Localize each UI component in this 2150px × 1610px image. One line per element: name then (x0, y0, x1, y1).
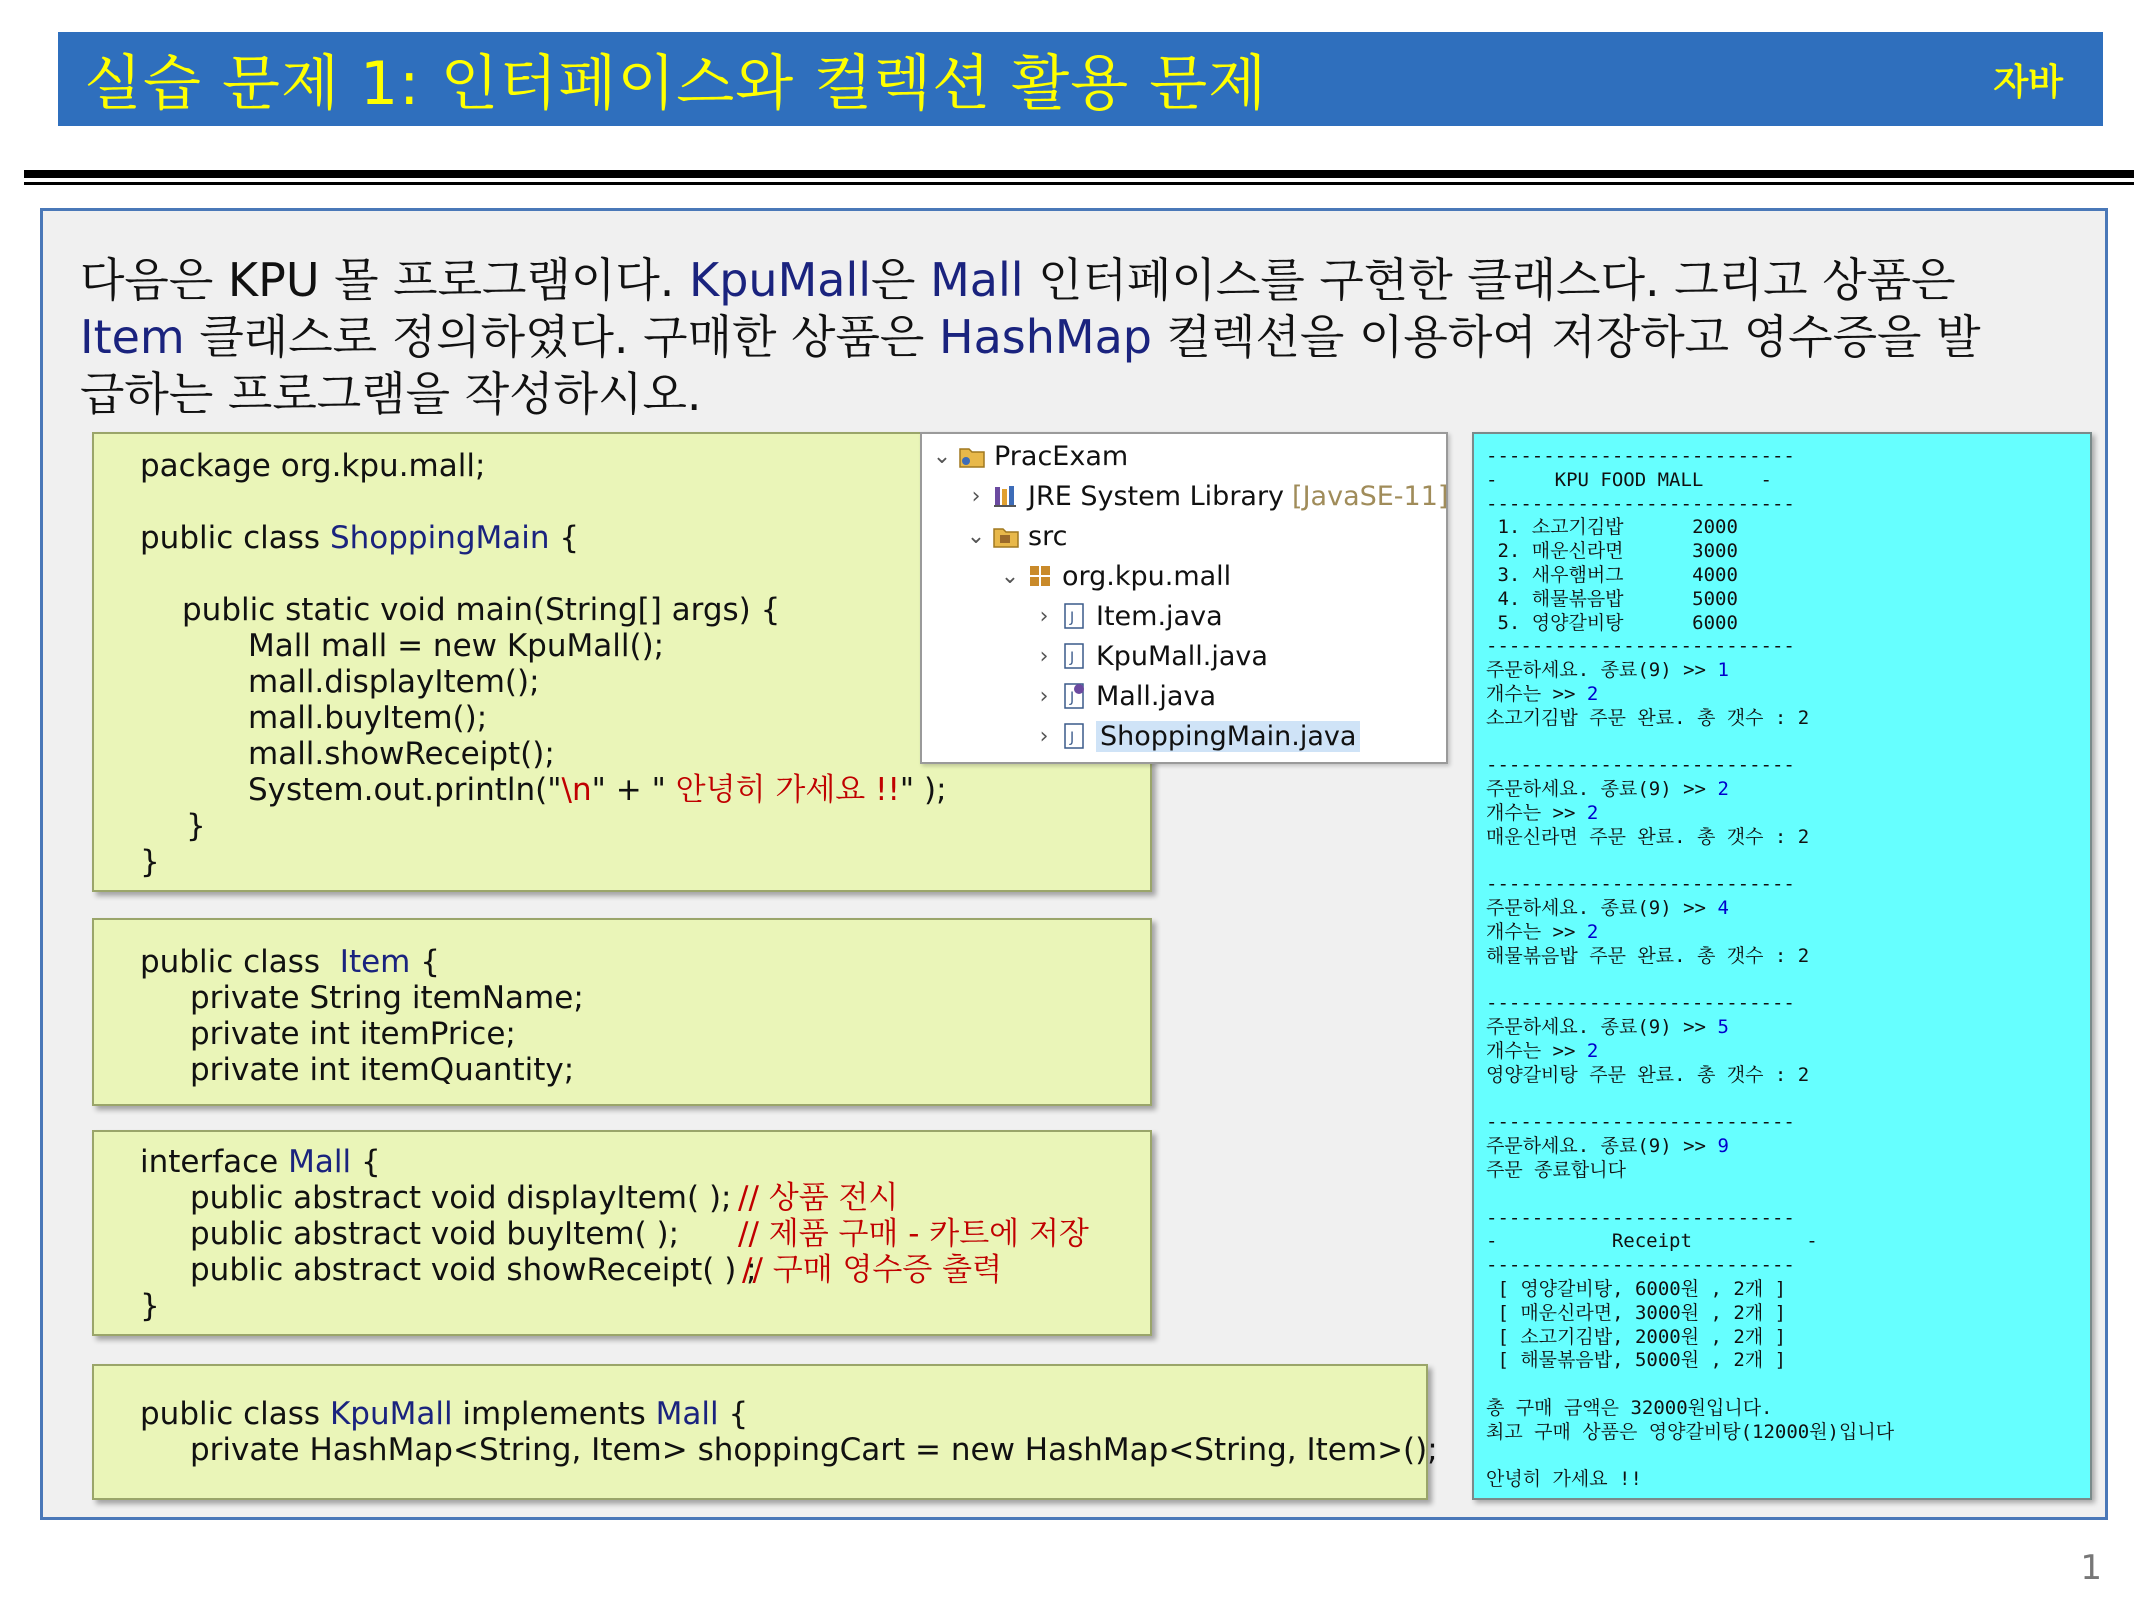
tree-label: JRE System Library (1028, 480, 1285, 512)
tree-label: ShoppingMain.java (1096, 721, 1360, 752)
chevron-down-icon[interactable]: ⌄ (932, 443, 952, 469)
interface-file-icon (1060, 682, 1088, 710)
code-token: { (718, 1396, 749, 1432)
console-text: --------------------------- (1486, 754, 1795, 777)
svg-text:J: J (1070, 730, 1075, 746)
svg-text:J: J (1070, 690, 1075, 706)
console-line (1486, 1110, 1795, 1134)
chevron-down-icon[interactable]: ⌄ (1000, 563, 1020, 589)
console-line (1486, 1039, 1598, 1063)
console-line (1486, 1229, 1818, 1253)
code-line (248, 772, 947, 808)
code-line (140, 1396, 748, 1432)
console-line (1486, 1277, 1786, 1301)
library-icon (992, 482, 1020, 510)
class-name: KpuMall (329, 1396, 453, 1432)
description-line: 급하는 프로그램을 작성하시오. (80, 367, 702, 421)
code-line: Mall mall = new KpuMall(); (248, 628, 665, 664)
console-text: 주문하세요. 종료(9) >> (1486, 1016, 1718, 1039)
console-line (1486, 1206, 1795, 1230)
svg-text:J: J (1070, 610, 1075, 626)
chevron-right-icon[interactable]: › (1039, 643, 1049, 669)
console-text: 주문하세요. 종료(9) >> (1486, 778, 1718, 801)
tree-label: org.kpu.mall (1062, 560, 1232, 592)
console-user-input: 2 (1586, 802, 1599, 824)
code-token: implements (452, 1396, 656, 1432)
code-line: private HashMap<String, Item> shoppingCart = new HashMap<String, Item>(); (190, 1432, 1438, 1468)
console-text: 주문하세요. 종료(9) >> (1486, 659, 1718, 682)
class-name: Mall (288, 1144, 352, 1180)
console-text: 매운신라면 주문 완료. 총 갯수 : 2 (1486, 825, 1810, 848)
console-text: [ 매운신라면, 3000원 , 2개 ] (1486, 1301, 1787, 1324)
console-line (1486, 682, 1598, 706)
console-text: --------------------------- (1486, 873, 1795, 896)
chevron-right-icon[interactable]: › (1039, 683, 1049, 709)
console-text: 소고기김밥 주문 완료. 총 갯수 : 2 (1486, 706, 1810, 729)
code-line (140, 520, 579, 556)
console-line (1486, 1325, 1786, 1349)
console-text: 3. 새우햄버그 4000 (1486, 564, 1738, 586)
code-token: public class (140, 1396, 330, 1432)
jre-version-label: [JavaSE-11] (1292, 480, 1449, 512)
console-text: 영양갈비탕 주문 완료. 총 갯수 : 2 (1486, 1063, 1810, 1086)
console-line (1486, 944, 1809, 968)
divider-thick (24, 170, 2134, 178)
code-token: public class (140, 944, 340, 980)
console-text: 2. 매운신라면 3000 (1486, 540, 1738, 563)
console-text: - Receipt - (1486, 1230, 1818, 1253)
console-line (1486, 587, 1738, 611)
console-line (1486, 1158, 1626, 1182)
console-text: --------------------------- (1486, 1111, 1795, 1134)
console-line (1486, 1467, 1642, 1491)
console-user-input: 9 (1717, 1135, 1729, 1158)
console-line (1486, 611, 1738, 635)
description-line (80, 252, 2100, 309)
interface-name: Mall (655, 1396, 719, 1432)
text-run: 컬렉션을 이용하여 저장하고 영수증을 발 (1151, 310, 1981, 364)
code-token: " + " (591, 772, 666, 808)
console-text: 개수는 >> (1486, 1040, 1587, 1062)
console-text: [ 해물볶음밥, 5000원 , 2개 ] (1486, 1349, 1787, 1372)
console-line (1486, 444, 1795, 468)
code-block-item-class (92, 918, 1152, 1106)
code-block-mall-interface (92, 1130, 1152, 1336)
console-line (1486, 539, 1738, 563)
svg-text:J: J (1070, 650, 1075, 666)
console-text: --------------------------- (1486, 1254, 1795, 1277)
code-comment: // 구매 영수증 출력 (742, 1252, 1003, 1288)
java-file-icon (1060, 602, 1088, 630)
console-line (1486, 991, 1795, 1015)
console-user-input: 1 (1717, 659, 1729, 682)
console-user-input: 2 (1586, 683, 1599, 705)
code-token: public class (140, 520, 330, 556)
console-text: --------------------------- (1486, 492, 1795, 515)
code-line: public abstract void buyItem( ); (190, 1216, 680, 1252)
console-user-input: 5 (1717, 1016, 1729, 1039)
code-line: mall.showReceipt(); (248, 736, 555, 772)
code-line: private String itemName; (190, 980, 584, 1016)
console-line (1486, 563, 1738, 587)
class-name: ShoppingMain (329, 520, 550, 556)
text-run: 인터페이스를 구현한 클래스다. 그리고 상품은 (1023, 253, 1956, 307)
console-line (1486, 492, 1795, 516)
console-user-input: 2 (1717, 778, 1729, 801)
console-line (1486, 777, 1729, 801)
code-line: public abstract void displayItem( ); (190, 1180, 732, 1216)
keyword-mall: Mall (930, 253, 1024, 307)
code-line: public static void main(String[] args) { (182, 592, 781, 628)
code-token: { (410, 944, 440, 980)
code-comment: // 상품 전시 (738, 1180, 899, 1216)
console-line (1486, 1420, 1894, 1444)
tree-label: PracExam (994, 440, 1129, 472)
code-line (140, 944, 440, 980)
page-number: 1 (2080, 1548, 2102, 1588)
code-line (140, 1144, 381, 1180)
console-line (1486, 706, 1809, 730)
description-line (80, 309, 2100, 366)
console-text: --------------------------- (1486, 635, 1795, 658)
console-line (1486, 872, 1795, 896)
console-text: 주문하세요. 종료(9) >> (1486, 897, 1718, 920)
console-line (1486, 1396, 1773, 1420)
console-user-input: 4 (1717, 897, 1729, 920)
tree-node-package[interactable] (998, 558, 1231, 594)
console-user-input: 2 (1586, 921, 1599, 943)
console-text: 개수는 >> (1486, 683, 1587, 705)
code-block-kpumall-class (92, 1364, 1438, 1500)
tree-node-file[interactable] (1032, 678, 1216, 714)
console-text: 개수는 >> (1486, 921, 1587, 943)
code-token: System.out.println(" (248, 772, 562, 808)
console-line (1486, 1134, 1729, 1158)
chevron-down-icon[interactable]: ⌄ (966, 523, 986, 549)
slide-title: 실습 문제 1: 인터페이스와 컬렉션 활용 문제 (84, 49, 1268, 119)
console-line (1486, 753, 1795, 777)
code-line: mall.displayItem(); (248, 664, 540, 700)
console-line (1486, 658, 1729, 682)
console-text: [ 영양갈비탕, 6000원 , 2개 ] (1486, 1278, 1787, 1300)
tree-label: src (1028, 520, 1068, 552)
chevron-right-icon[interactable]: › (1039, 723, 1049, 749)
console-output (1472, 432, 2092, 1500)
console-line (1486, 1063, 1809, 1087)
console-text: 안녕히 가세요 !! (1486, 1468, 1642, 1491)
code-line: private int itemQuantity; (190, 1052, 575, 1088)
java-file-icon (1060, 642, 1088, 670)
java-file-icon (1060, 722, 1088, 750)
code-line: private int itemPrice; (190, 1016, 516, 1052)
code-line: mall.buyItem(); (248, 700, 488, 736)
tree-node-file[interactable] (1032, 638, 1268, 674)
console-line (1486, 1301, 1786, 1325)
console-text: 총 구매 금액은 32000원입니다. (1486, 1397, 1773, 1419)
console-line (1486, 515, 1738, 539)
console-line (1486, 1348, 1786, 1372)
project-folder-icon (958, 442, 986, 470)
console-line (1486, 920, 1598, 944)
console-line (1486, 634, 1795, 658)
tree-label: Mall.java (1096, 680, 1216, 712)
console-text: 개수는 >> (1486, 802, 1587, 824)
keyword-item: Item (80, 310, 185, 364)
tree-label: KpuMall.java (1096, 640, 1268, 672)
tree-node-jre[interactable] (964, 478, 1448, 514)
code-line: } (140, 1288, 160, 1324)
keyword-kpumall: KpuMall (689, 253, 872, 307)
console-line (1486, 801, 1598, 825)
console-text: 주문하세요. 종료(9) >> (1486, 1135, 1718, 1158)
code-token: { (351, 1144, 381, 1180)
code-token: { (549, 520, 580, 556)
console-text: - KPU FOOD MALL - (1486, 468, 1772, 491)
code-line: } (140, 844, 160, 880)
console-text: --------------------------- (1486, 445, 1795, 467)
console-text: --------------------------- (1486, 1206, 1795, 1229)
text-run: 다음은 KPU 몰 프로그램이다. (80, 253, 690, 307)
code-line: } (186, 808, 206, 844)
console-line (1486, 1015, 1729, 1039)
source-folder-icon (992, 522, 1020, 550)
tree-node-src[interactable] (964, 518, 1067, 554)
string-literal: \n (561, 772, 592, 808)
console-line (1486, 825, 1809, 849)
console-text: 4. 해물볶음밥 5000 (1486, 587, 1738, 610)
tree-node-project[interactable] (930, 438, 1128, 474)
chevron-right-icon[interactable]: › (971, 483, 981, 509)
chevron-right-icon[interactable]: › (1039, 603, 1049, 629)
console-text: 1. 소고기김밥 2000 (1486, 516, 1738, 539)
divider-thin (24, 182, 2134, 185)
console-line (1486, 896, 1729, 920)
code-comment: // 제품 구매 - 카트에 저장 (738, 1216, 1089, 1252)
console-text: 최고 구매 상품은 영양갈비탕(12000원)입니다 (1486, 1420, 1895, 1443)
text-run: 은 (871, 253, 931, 307)
code-line: package org.kpu.mall; (140, 448, 486, 484)
string-literal: 안녕히 가세요 !! (665, 772, 900, 808)
package-explorer-tree (920, 432, 1448, 764)
console-text: [ 소고기김밥, 2000원 , 2개 ] (1486, 1325, 1787, 1348)
slide-title-bar (58, 32, 2103, 126)
console-text: 5. 영양갈비탕 6000 (1486, 611, 1738, 634)
package-icon (1026, 562, 1054, 590)
keyword-hashmap: HashMap (939, 310, 1152, 364)
console-text: --------------------------- (1486, 992, 1795, 1015)
text-run: 클래스로 정의하였다. 구매한 상품은 (184, 310, 939, 364)
tree-node-file[interactable] (1032, 598, 1223, 634)
console-text: 주문 종료합니다 (1486, 1159, 1626, 1181)
tree-label: Item.java (1096, 600, 1223, 632)
problem-description (80, 252, 2100, 423)
class-name: Item (339, 944, 411, 980)
tree-node-file-selected[interactable] (1032, 718, 1360, 754)
console-user-input: 2 (1586, 1040, 1599, 1062)
code-token: interface (140, 1144, 289, 1180)
subject-tag: 자바 (1993, 61, 2063, 103)
console-text: 해물볶음밥 주문 완료. 총 갯수 : 2 (1486, 944, 1810, 967)
console-line (1486, 1253, 1795, 1277)
code-token: " ); (899, 772, 947, 808)
code-line: public abstract void showReceipt( ) ; (190, 1252, 757, 1288)
console-line (1486, 468, 1772, 492)
